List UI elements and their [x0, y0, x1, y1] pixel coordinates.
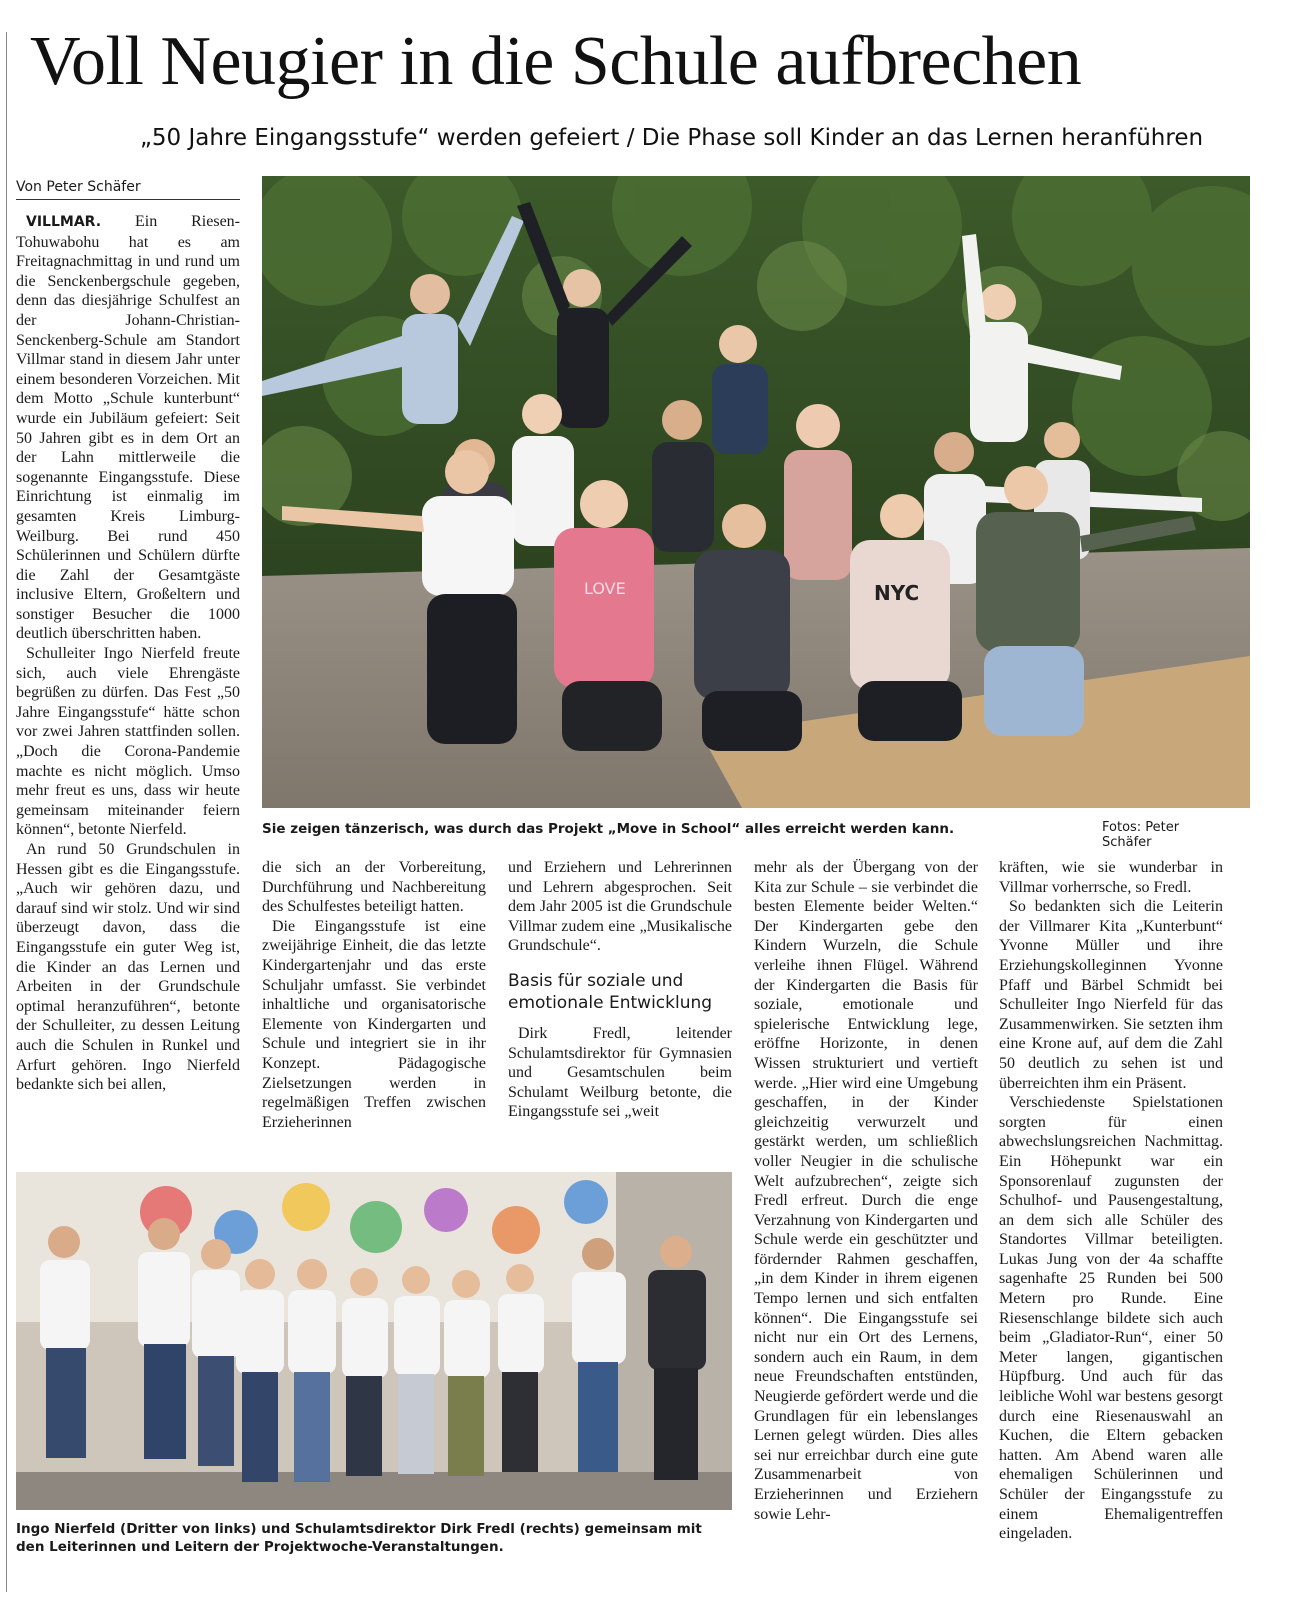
article-column-4	[754, 858, 978, 1524]
paragraph: mehr als der Übergang von der Kita zur Schule – sie verbindet die besten Elemente beider Welten.“ Der Kindergarten gebe den Kindern Wurzeln, die Schule verleihe ihnen Flügel. Während der Kindergarten die Basis für soziale, emotionale und spielerische Entwicklung lege, eröffne Horizonte, in denen Wissen strukturiert und vertieft werde. „Hier wird eine Umgebung geschaffen, in der Kinder gleichzeitig verwurzelt und gestärkt werden, um schließlich voller Neugier in die schulische Welt aufzubrechen“, zeigte sich Fredl erfreut. Durch die enge Verzahnung von Kindergarten und Schule werde ein geschützter und fördernder Rahmen geschaffen, „in dem Kinder in ihrem eigenen Tempo lernen und sich entfalten können“. Die Eingangsstufe sei nicht nur ein Ort des Lernens, sondern auch ein Raum, in dem neue Freundschaften entstünden, Neugierde gefördert werde und die Grundlagen für ein lebenslanges Lernen gelegt würden. Dies alles sei nur erreichbar durch eine gute Zusammenarbeit von Erzieherinnen und Erziehern sowie Lehr-	[754, 859, 978, 1523]
paragraph: Schulleiter Ingo Nierfeld freute sich, auch viele Ehrengäste begrüßen zu dürfen. Das Fest „50 Jahre Eingangsstufe“ hätte schon vor zwei Jahren stattfinden sollen. „Doch die Corona-Pandemie machte es nicht möglich. Umso mehr freut es uns, dass wir heute gemeinsam miteinander feiern können“, betonte Nierfeld.	[16, 645, 240, 839]
paragraph: VILLMAR. Ein Riesen-Tohuwabohu hat es am Freitagnachmittag in und rund um die Senckenbergschule gegeben, denn das diesjährige Schulfest an der Johann-Christian-Senckenberg-Schule am Standort Villmar stand in diesem Jahr unter einem besonderen Vorzeichen. Mit dem Motto „Schule kunterbunt“ wurde ein Jubiläum gefeiert: Seit 50 Jahren gibt es in dem Ort an der Lahn mittlerweile die sogenannte Eingangsstufe. Diese Einrichtung ist einmalig im gesamten Kreis Limburg-Weilburg. Bei rund 450 Schülerinnen und Schülern dürfte die Zahl der Gesamtgäste inclusive Eltern, Großeltern und sonstiger Besucher die 1000 deutlich überschritten haben.	[16, 213, 241, 643]
column-rule	[6, 32, 7, 1592]
photo-credit: Fotos: Peter Schäfer	[1102, 820, 1180, 850]
children-group-image	[262, 176, 1250, 808]
photo2-caption: Ingo Nierfeld (Dritter von links) und Schulamtsdirektor Dirk Fredl (rechts) gemeinsam mit den Leiterinnen und Leitern der Projektwoche-Veranstaltungen.	[16, 1521, 702, 1555]
article-column-5	[999, 858, 1223, 1544]
photo-staff-group	[16, 1172, 732, 1510]
headline: Voll Neugier in die Schule aufbrechen	[30, 23, 1082, 100]
staff-group-image	[16, 1172, 732, 1510]
section-subhead: Basis für soziale und emotionale Entwicklung	[508, 970, 713, 1013]
byline: Von Peter Schäfer	[16, 178, 240, 200]
paragraph: So bedankten sich die Leiterin der Villmarer Kita „Kunterbunt“ Yvonne Müller und ihre Erziehungskolleginnen Yvonne Pfaff und Bärbel Schmidt bei Schulleiter Ingo Nierfeld für das Zusammenwirken. Sie setzten ihm eine Krone auf, auf dem die Zahl 50 deutlich zu sehen ist und überreichten ihm ein Präsent.	[999, 898, 1223, 1092]
paragraph: An rund 50 Grundschulen in Hessen gibt es die Eingangsstufe. „Auch wir gehören dazu, und darauf sind wir stolz. Und wir sind überzeugt davon, dass die Eingangsstufe ein guter Weg ist, die Kinder an das Lernen und Arbeiten in der Grundschule optimal heranzuführen“, betonte der Schulleiter, zu dessen Leitung auch die Schulen in Runkel und Arfurt gehören. Ingo Nierfeld bedankte sich bei allen,	[16, 841, 240, 1094]
paragraph: Die Eingangsstufe ist eine zweijährige Einheit, die das letzte Kindergartenjahr und das erste Schuljahr umfasst. Sie verbindet inhaltliche und organisatorische Elemente von Kindergarten und Schule und integriert sie in ihr Konzept. Pädagogische Zielsetzungen werden in regelmäßigen Treffen zwischen Erzieherinnen	[262, 917, 486, 1131]
article-column-2	[262, 858, 486, 1132]
paragraph: Verschiedenste Spielstationen sorgten für einen abwechslungsreichen Nachmittag. Ein Höhepunkt war ein Sponsorenlauf zugunsten der Schulhof- und Pausengestaltung, an dem sich alle Schüler des Standortes Villmar beteiligten. Lukas Jung von der 4a schaffte sagenhafte 25 Runden bei 500 Metern pro Runde. Eine Riesenschlange bildete sich auch beim „Gladiator-Run“, einer 50 Meter langen, gigantischen Hüpfburg. Und auch für das leibliche Wohl war bestens gesorgt durch eine Riesenauswahl an Kuchen, die Eltern gebacken hatten. Am Abend waren alle ehemaligen Schülerinnen und Schüler der Eingangsstufe zu einem Ehemaligentreffen eingeladen.	[999, 1094, 1223, 1543]
paragraph: die sich an der Vorbereitung, Durchführung und Nachbereitung des Schulfestes beteiligt hatten.	[262, 859, 486, 916]
subheadline: „50 Jahre Eingangsstufe“ werden gefeiert / Die Phase soll Kinder an das Lernen heranführen	[140, 125, 1204, 151]
paragraph: und Erziehern und Lehrerinnen und Lehrern abgesprochen. Seit dem Jahr 2005 ist die Grundschule Villmar zudem eine „Musikalische Grundschule“.	[508, 859, 732, 955]
article-column-3	[508, 858, 732, 1122]
shirt-text-nyc: NYC	[874, 581, 920, 605]
paragraph: Dirk Fredl, leitender Schulamtsdirektor für Gymnasien und Gesamtschulen beim Schulamt Weilburg betonte, die Eingangsstufe sei „weit	[508, 1024, 732, 1121]
dateline: VILLMAR.	[26, 214, 102, 230]
shirt-text-love: LOVE	[584, 579, 626, 598]
photo-children-dancing	[262, 176, 1250, 808]
paragraph: kräften, wie sie wunderbar in Villmar vorherrsche, so Fredl.	[999, 859, 1223, 896]
photo1-caption: Sie zeigen tänzerisch, was durch das Projekt „Move in School“ alles erreicht werden kann.	[262, 821, 955, 837]
article-column-1	[16, 212, 240, 1095]
